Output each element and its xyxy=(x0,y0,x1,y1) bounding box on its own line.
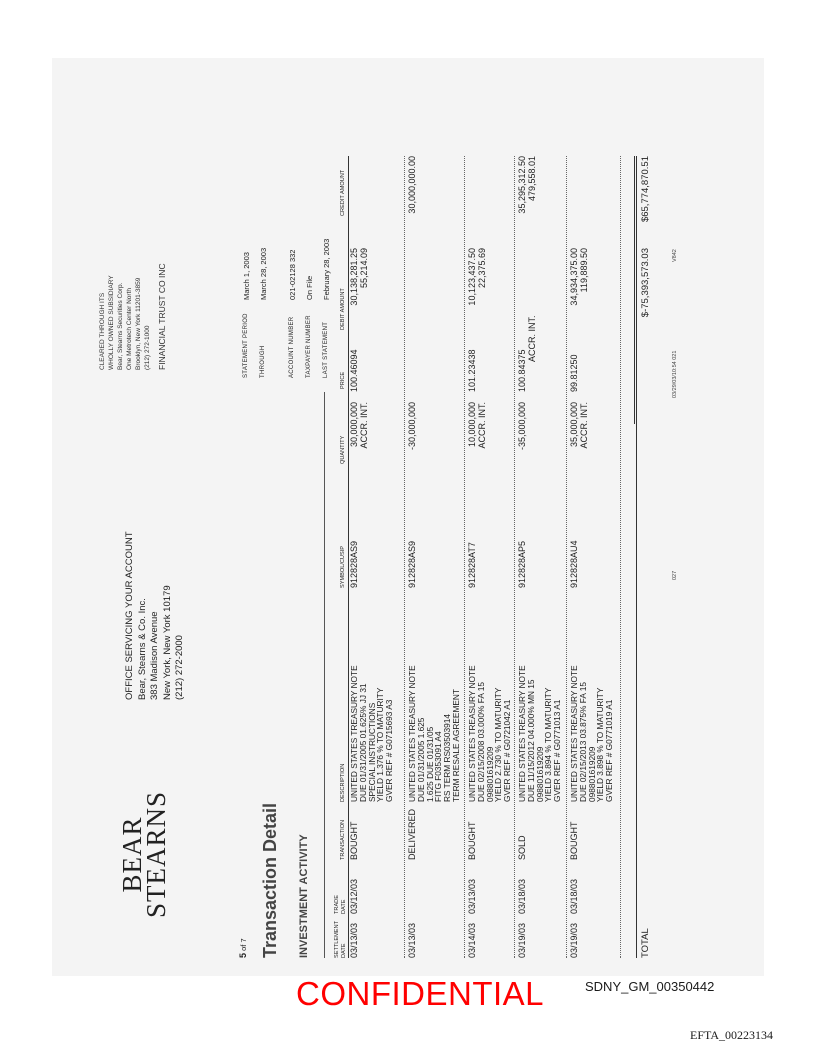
total-credit: $65,774,870.51 xyxy=(640,156,651,223)
settlement-date: 03/14/03 xyxy=(467,922,477,958)
header-settlement-date xyxy=(334,921,347,958)
clearing-line-2: WHOLLY OWNED SUBSIDIARY xyxy=(108,275,115,370)
description-line: 098801619209 xyxy=(484,746,495,802)
through-value: March 28, 2003 xyxy=(259,247,268,300)
account-holder-name: FINANCIAL TRUST CO INC xyxy=(157,263,167,370)
debit-amount xyxy=(570,248,590,330)
accrued-interest-label: ACCR. INT. xyxy=(526,315,537,362)
divider xyxy=(324,392,325,958)
clearing-info xyxy=(98,263,167,370)
page-total: of 7 xyxy=(239,938,248,951)
cusip: 912828AT7 xyxy=(467,542,477,588)
header-settlement-2: DATE xyxy=(340,943,347,958)
description-line: TERM RESALE AGREEMENT xyxy=(450,689,461,802)
page-number xyxy=(238,938,248,958)
cusip: 912828AS9 xyxy=(407,540,417,588)
transaction-type: BOUGHT xyxy=(349,821,359,860)
description-line: 098801619209 xyxy=(534,746,545,802)
price: 101.23438 xyxy=(467,349,477,392)
debit-amount xyxy=(350,248,370,330)
clearing-line-3: Bear, Stearns Securities Corp. xyxy=(117,282,124,370)
bates-number: SDNY_GM_00350442 xyxy=(585,979,715,994)
statement-page xyxy=(62,138,762,958)
trade-date: 03/12/03 xyxy=(349,878,359,914)
through-label: THROUGH xyxy=(260,345,266,378)
transaction-type: DELIVERED xyxy=(407,808,417,860)
header-debit: DEBIT AMOUNT xyxy=(340,288,346,330)
credit-amount xyxy=(408,156,418,246)
accrued-interest-label: ACCR. INT. xyxy=(476,402,487,449)
trade-date: 03/18/03 xyxy=(569,878,579,914)
debit-amount xyxy=(468,248,488,330)
quantity xyxy=(408,402,418,498)
description-line: GVER REF # G0715693 A3 xyxy=(384,699,395,802)
quantity-value: -35,000,000 xyxy=(517,402,527,451)
credit-amount xyxy=(518,156,538,246)
total-rule xyxy=(636,156,637,958)
description-line: DUE 01/31/2005 01.625% JJ 31 xyxy=(357,683,368,802)
credit-value: 35,295,312.50 xyxy=(517,156,527,214)
footer-code: 027 xyxy=(672,570,678,580)
trade-date: 03/18/03 xyxy=(517,878,527,914)
header-transaction: TRANSACTION xyxy=(340,819,346,860)
row-separator xyxy=(464,156,465,958)
clearing-line-1: CLEARED THROUGH ITS xyxy=(99,292,106,370)
cusip: 912828AS9 xyxy=(349,540,359,588)
office-heading: OFFICE SERVICING YOUR ACCOUNT xyxy=(124,531,135,700)
taxpayer-value: On File xyxy=(305,275,314,300)
debit-value: 30,138,281.25 xyxy=(349,248,359,306)
description-line: GVER REF # G0771019 A1 xyxy=(604,699,615,802)
description xyxy=(570,665,614,802)
office-city: New York, New York 10179 xyxy=(161,585,173,700)
description-line: UNITED STATES TREASURY NOTE xyxy=(467,665,477,802)
transaction-type: BOUGHT xyxy=(569,821,579,860)
description-line: 098801619209 xyxy=(586,746,597,802)
header-trade-date xyxy=(334,895,347,914)
description-line: FITG F0353091 A4 xyxy=(433,731,444,802)
debit-interest: 55,214.09 xyxy=(358,248,369,289)
settlement-date: 03/19/03 xyxy=(517,922,527,958)
taxpayer-label: TAXPAYER NUMBER xyxy=(306,315,312,378)
description-line: SPECIAL INSTRUCTIONS xyxy=(366,702,377,802)
settlement-date: 03/13/03 xyxy=(349,922,359,958)
total-rule-upper xyxy=(634,156,635,424)
description xyxy=(408,665,461,802)
clearing-line-6: (212) 272-1000 xyxy=(144,325,151,370)
quantity xyxy=(570,402,590,498)
confidential-stamp: CONFIDENTIAL xyxy=(296,975,545,1012)
header-price: PRICE xyxy=(340,371,346,389)
description xyxy=(468,665,512,802)
description-line: YIELD 3.898 % TO MATURITY xyxy=(595,687,606,802)
description-line: UNITED STATES TREASURY NOTE xyxy=(407,665,417,802)
transaction-type: BOUGHT xyxy=(467,821,477,860)
cusip: 912828AU4 xyxy=(569,540,579,588)
header-settlement-1: SETTLEMENT xyxy=(334,921,340,958)
accrued-interest-label: ACCR. INT. xyxy=(578,402,589,449)
description-line: UNITED STATES TREASURY NOTE xyxy=(349,665,359,802)
quantity xyxy=(518,402,528,498)
total-debit: $-75,393,573.03 xyxy=(640,248,651,318)
office-street: 383 Madison Avenue xyxy=(149,611,160,700)
credit-interest: 479,558.01 xyxy=(526,156,537,202)
accrued-interest-label: ACCR. INT. xyxy=(358,402,369,449)
header-symbol: SYMBOL/CUSIP xyxy=(340,546,346,588)
description-line: YIELD 1.376 % TO MATURITY xyxy=(375,687,386,802)
footer-code: V842 xyxy=(672,249,678,262)
price xyxy=(518,308,538,392)
footer-timestamp: 03/29/03/10:54 021 xyxy=(672,350,678,398)
account-label: ACCOUNT NUMBER xyxy=(289,316,295,378)
price-value: 100.84375 xyxy=(517,349,527,392)
debit-value: 10,123,437.50 xyxy=(467,248,477,306)
trade-date: 03/13/03 xyxy=(467,878,477,914)
transaction-type: SOLD xyxy=(517,835,527,860)
period-value: March 1, 2003 xyxy=(242,252,251,300)
quantity-value: 30,000,000 xyxy=(349,402,359,448)
row-separator xyxy=(514,156,515,958)
description-line: YIELD 3.894 % TO MATURITY xyxy=(543,687,554,802)
description xyxy=(518,665,562,802)
settlement-date: 03/13/03 xyxy=(407,922,417,958)
price: 100.46094 xyxy=(349,349,359,392)
description-line: DUE 02/15/2013 03.875% FA 15 xyxy=(577,682,588,802)
header-credit: CREDIT AMOUNT xyxy=(340,169,346,216)
logo-line-2: STEARNS xyxy=(141,790,171,918)
activity-title: INVESTMENT ACTIVITY xyxy=(298,834,310,958)
header-trade-2: DATE xyxy=(340,899,347,914)
row-separator xyxy=(404,156,405,958)
description-line: UNITED STATES TREASURY NOTE xyxy=(569,665,579,802)
header-quantity: QUANTITY xyxy=(340,435,346,464)
description-line: GVER REF # G0771013 A1 xyxy=(552,699,563,802)
description-line: DUE 11/15/2012 04.000% MN 15 xyxy=(525,679,536,802)
header-trade-1: TRADE xyxy=(334,895,340,914)
quantity-value: 10,000,000 xyxy=(467,402,477,448)
header-description: DESCRIPTION xyxy=(340,763,346,802)
clearing-line-4: One Metrotech Center North xyxy=(126,287,133,370)
statement-meta xyxy=(238,239,335,378)
description-line: YIELD 2.730 % TO MATURITY xyxy=(493,687,504,802)
bear-stearns-logo xyxy=(117,790,171,918)
debit-value: 34,934,375.00 xyxy=(569,248,579,306)
last-statement-label: LAST STATEMENT xyxy=(323,321,329,378)
period-label: STATEMENT PERIOD xyxy=(243,313,249,378)
description-line: UNITED STATES TREASURY NOTE xyxy=(517,665,527,802)
credit-value: 30,000,000.00 xyxy=(407,156,417,214)
office-phone: (212) 272-2000 xyxy=(174,635,185,700)
clearing-line-5: Brooklyn, New York 11201-3859 xyxy=(135,277,142,370)
cusip: 912828AP5 xyxy=(517,540,527,588)
total-label: TOTAL xyxy=(640,928,651,958)
quantity xyxy=(468,402,488,498)
last-statement-value: February 28, 2003 xyxy=(322,238,331,300)
description-line: RS TERM RS03503914 xyxy=(442,714,453,802)
office-firm: Bear, Stearns & Co. Inc. xyxy=(136,598,148,700)
page-current: 5 xyxy=(238,952,248,958)
description-line: DUE 02/15/2008 03.000% FA 15 xyxy=(475,682,486,802)
debit-interest: 119,889.50 xyxy=(578,248,589,293)
quantity xyxy=(350,402,370,498)
price: 99.81250 xyxy=(569,354,579,392)
section-title: Transaction Detail xyxy=(260,802,280,958)
row-separator xyxy=(620,156,621,958)
office-address xyxy=(124,531,187,700)
quantity-value: -30,000,000 xyxy=(407,402,417,451)
description-line: 1.625 DUE 01/31/05 xyxy=(424,726,435,802)
debit-interest: 22,375.69 xyxy=(476,248,487,289)
settlement-date: 03/19/03 xyxy=(569,922,579,958)
account-number: 021-02128 332 xyxy=(288,249,297,300)
quantity-value: 35,000,000 xyxy=(569,402,579,448)
efta-number: EFTA_00223134 xyxy=(690,1028,774,1042)
description-line: DUE 01/31/2005 1.625 xyxy=(415,717,426,802)
description-line: GVER REF # G0721042 A1 xyxy=(502,699,513,802)
description xyxy=(350,665,394,802)
row-separator xyxy=(566,156,567,958)
logo-line-1: BEAR xyxy=(117,816,147,893)
